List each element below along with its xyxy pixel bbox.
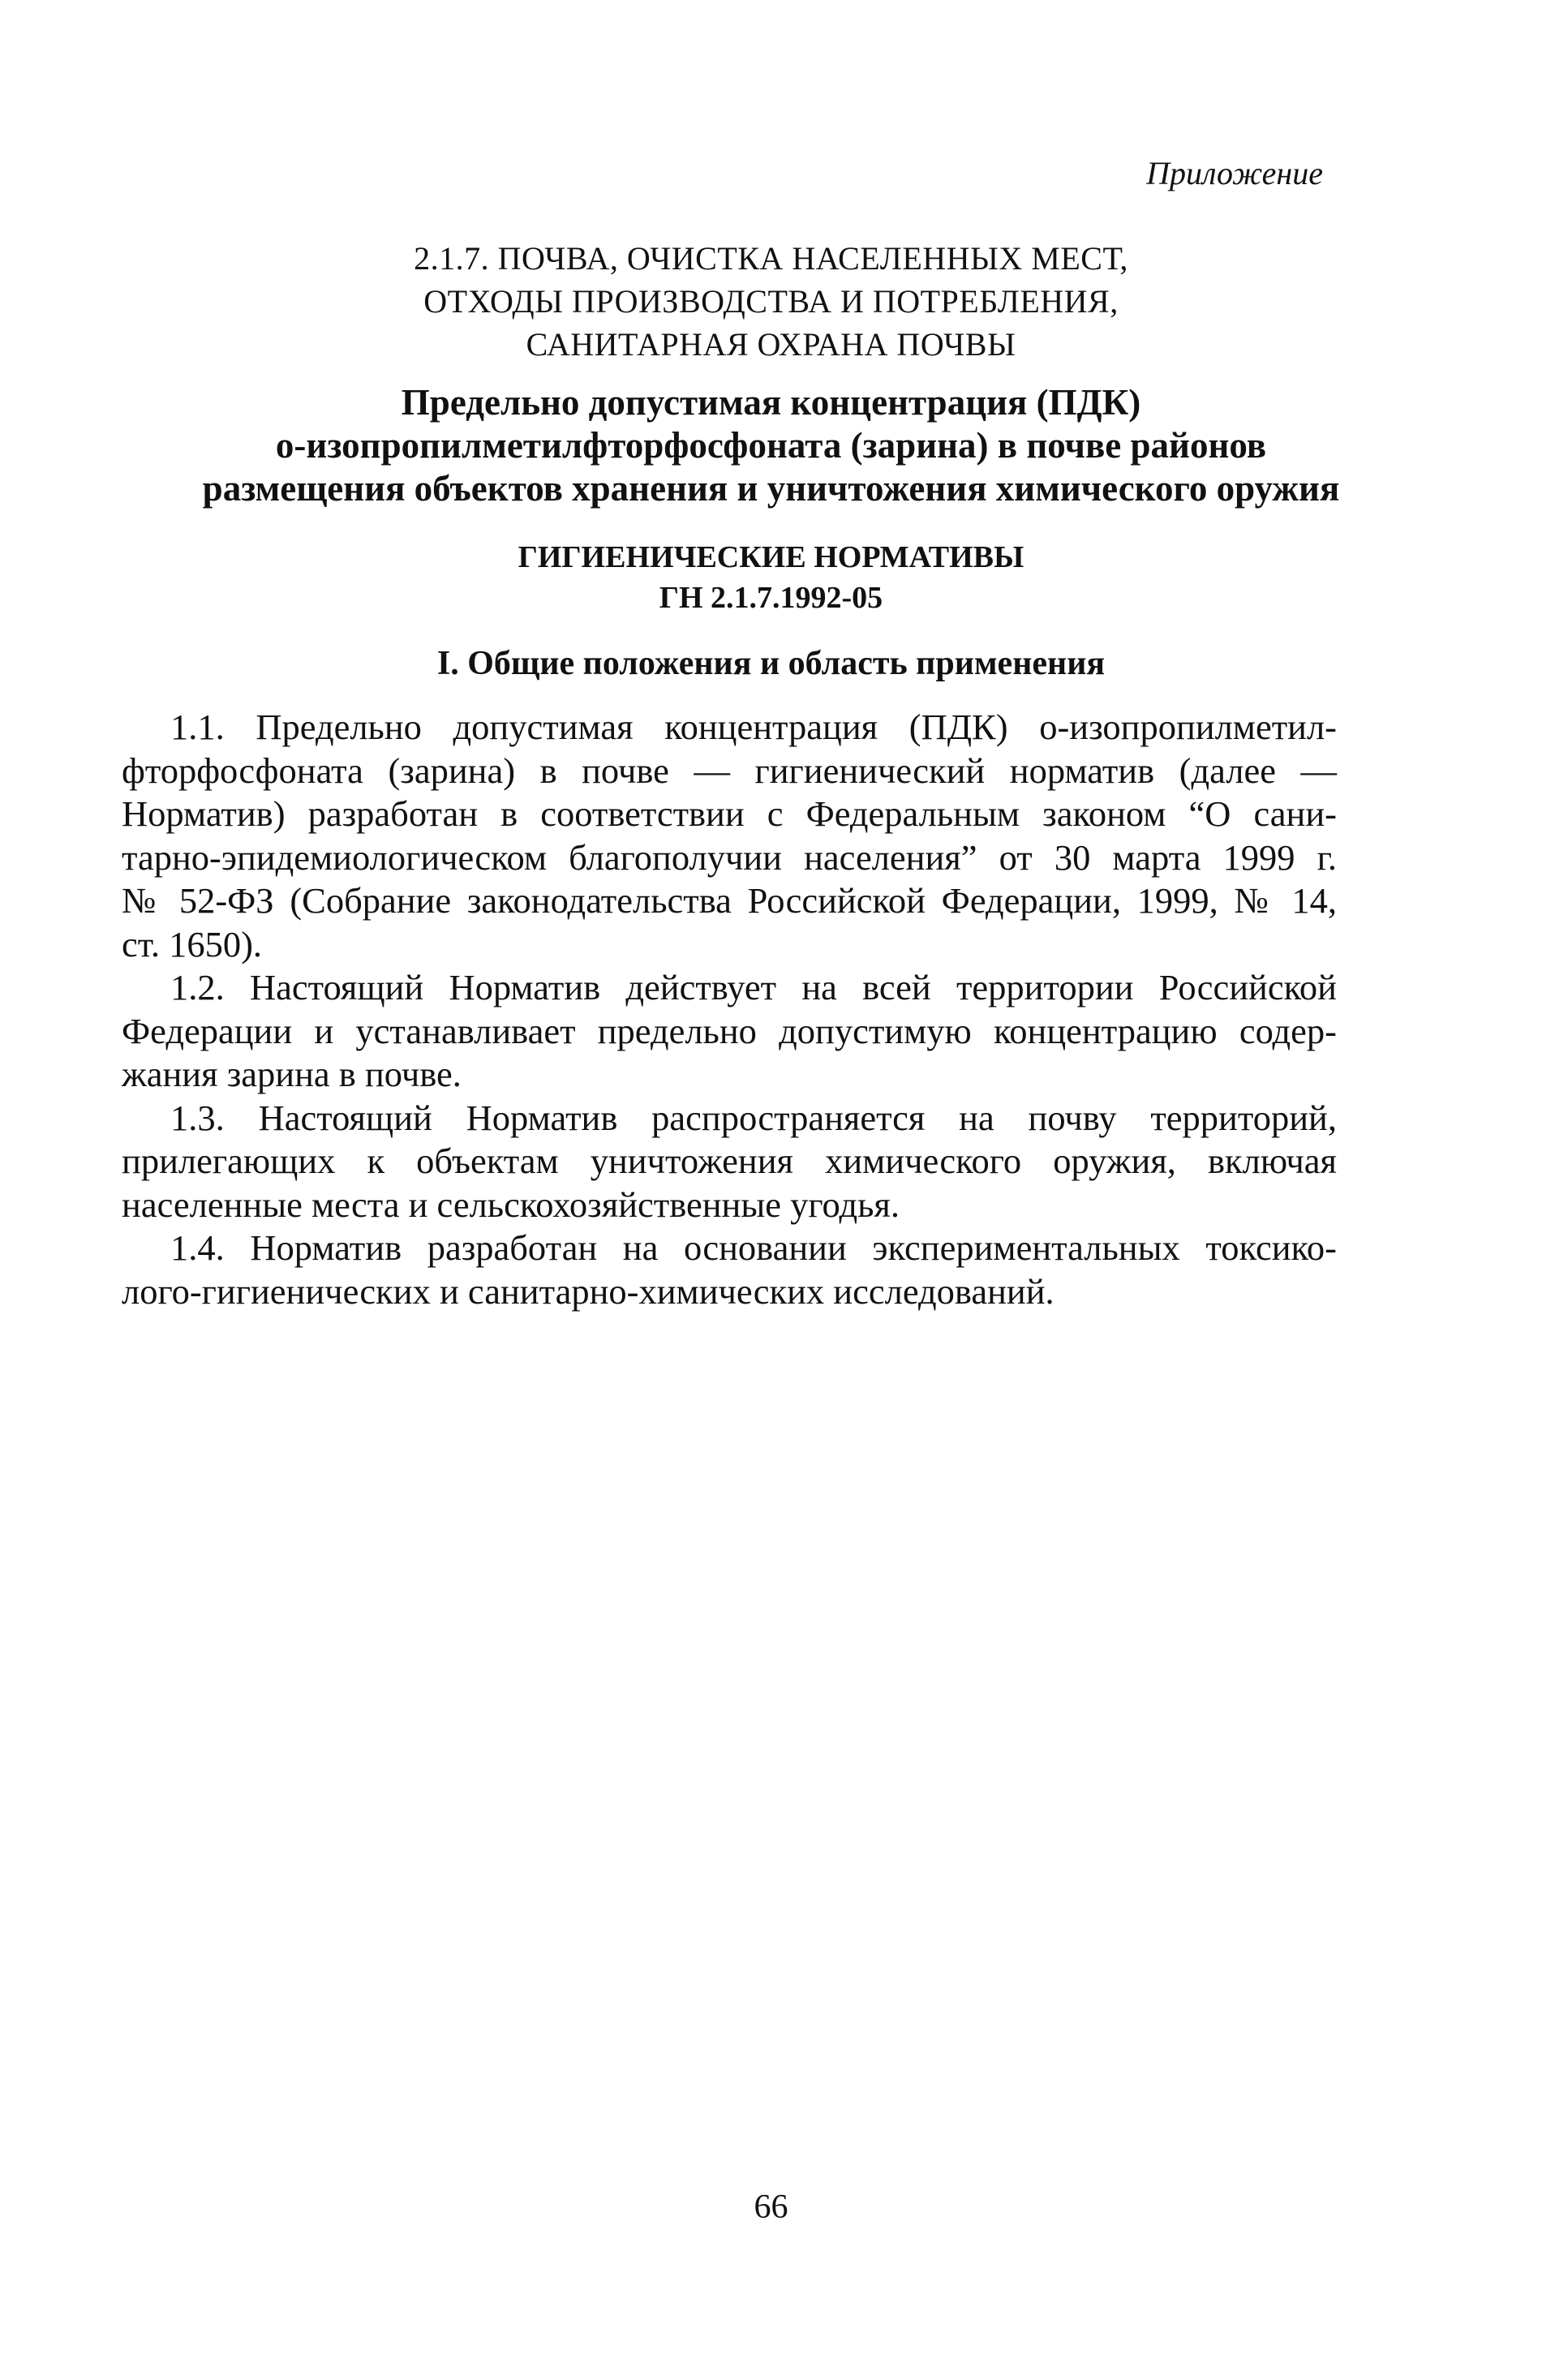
paragraph-1-3 bbox=[122, 1097, 1337, 1227]
text-line: 1.3. Настоящий Норматив распространяется на почву территорий, bbox=[170, 1097, 1337, 1138]
paragraph-1-1 bbox=[122, 706, 1337, 966]
document-title-line: о-изопропилметилфторфосфоната (зарина) в почве районов bbox=[275, 425, 1267, 466]
paragraph-1-2 bbox=[122, 966, 1337, 1097]
document-title-line: размещения объектов хранения и уничтожения химического оружия bbox=[202, 468, 1340, 509]
document-title bbox=[0, 381, 1542, 510]
text-line: Норматив) разработан в соответствии с Федеральным законом “О сани- bbox=[122, 793, 1337, 834]
text-line: Федерации и устанавливает предельно допустимую концентрацию содер- bbox=[122, 1010, 1337, 1051]
norm-type: ГИГИЕНИЧЕСКИЕ НОРМАТИВЫ bbox=[518, 540, 1024, 574]
body-text bbox=[122, 706, 1337, 1313]
text-line: фторфосфоната (зарина) в почве — гигиенический норматив (далее — bbox=[122, 750, 1337, 791]
paragraph-1-4 bbox=[122, 1227, 1337, 1313]
section-heading-line: 2.1.7. ПОЧВА, ОЧИСТКА НАСЕЛЕННЫХ МЕСТ, bbox=[414, 240, 1128, 277]
norm-code: ГН 2.1.7.1992-05 bbox=[659, 581, 883, 615]
text-line: жания зарина в почве. bbox=[122, 1054, 462, 1094]
chapter-title: I. Общие положения и область применения bbox=[436, 645, 1106, 682]
text-line: прилегающих к объектам уничтожения химического оружия, включая bbox=[122, 1141, 1337, 1181]
text-line: 1.4. Норматив разработан на основании экспериментальных токсико- bbox=[170, 1227, 1337, 1268]
text-line: ст. 1650). bbox=[122, 923, 263, 964]
text-line: тарно-эпидемиологическом благополучии населения” от 30 марта 1999 г. bbox=[122, 836, 1337, 878]
text-line: 1.2. Настоящий Норматив действует на всей территории Российской bbox=[170, 967, 1337, 1007]
document-title-line: Предельно допустимая концентрация (ПДК) bbox=[401, 382, 1141, 423]
text-line: лого-гигиенических и санитарно-химических исследований. bbox=[122, 1270, 1054, 1312]
section-heading bbox=[0, 237, 1542, 366]
text-line: 1.1. Предельно допустимая концентрация (ПДК) о-изопропилметил- bbox=[170, 707, 1337, 747]
page-number: 66 bbox=[754, 2189, 788, 2226]
text-line: населенные места и сельскохозяйственные угодья. bbox=[122, 1184, 900, 1225]
text-line: № 52-ФЗ (Собрание законодательства Российской Федерации, 1999, № 14, bbox=[122, 880, 1337, 921]
norm-block bbox=[0, 537, 1542, 618]
section-heading-line: ОТХОДЫ ПРОИЗВОДСТВА И ПОТРЕБЛЕНИЯ, bbox=[423, 283, 1119, 320]
appendix-label: Приложение bbox=[1146, 155, 1323, 191]
section-heading-line: САНИТАРНАЯ ОХРАНА ПОЧВЫ bbox=[526, 326, 1016, 363]
